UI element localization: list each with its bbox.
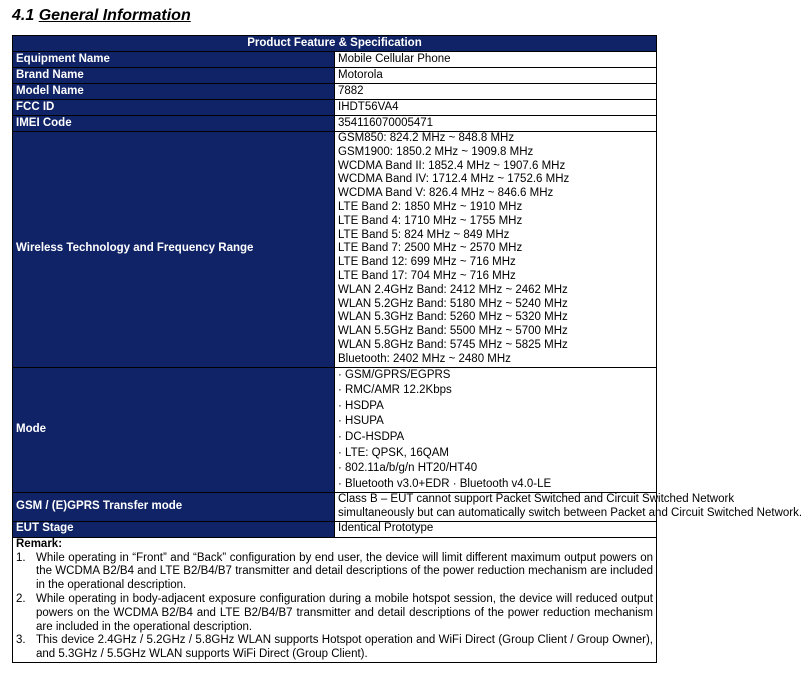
remark-text: This device 2.4GHz / 5.2GHz / 5.8GHz WLAN supports Hotspot operation and WiFi Direct (Group Client / Group Owner), and 5.3GHz / 5.5GHz WLAN supports WiFi Direct (Group Client).: [36, 634, 653, 661]
section-title: General Information: [38, 7, 191, 24]
mode-item: · HSUPA: [338, 415, 384, 428]
gsm-transfer-line: Class B – EUT cannot support Packet Switched and Circuit Switched Network: [338, 493, 735, 506]
frequency-line: LTE Band 2: 1850 MHz ~ 1910 MHz: [338, 200, 523, 213]
remark-item: [16, 593, 653, 634]
remark-number: 1.: [16, 551, 26, 564]
gsm-transfer-value: [335, 493, 802, 522]
frequency-line: WLAN 2.4GHz Band: 2412 MHz ~ 2462 MHz: [338, 283, 568, 296]
row-value-imei-code: 354116070005471: [335, 116, 657, 132]
frequency-line: LTE Band 17: 704 MHz ~ 716 MHz: [338, 269, 516, 282]
frequency-line: LTE Band 12: 699 MHz ~ 716 MHz: [338, 256, 516, 269]
row-value-equipment-name: Mobile Cellular Phone: [335, 52, 657, 68]
frequency-line: WLAN 5.3GHz Band: 5260 MHz ~ 5320 MHz: [338, 311, 568, 324]
gsm-transfer-line: simultaneously but can automatically switch between Packet and Circuit Switched Network.: [338, 507, 802, 520]
table-row: [13, 100, 657, 116]
mode-item: · 802.11a/b/g/n HT20/HT40: [338, 462, 478, 475]
section-number: 4.1: [12, 7, 35, 24]
wireless-frequency-list: [335, 132, 657, 368]
row-value-model-name: 7882: [335, 84, 657, 100]
table-header: Product Feature & Specification: [13, 36, 657, 52]
frequency-line: Bluetooth: 2402 MHz ~ 2480 MHz: [338, 352, 511, 365]
table-row-mode: [13, 367, 657, 493]
mode-item: · GSM/GPRS/EGPRS: [338, 368, 451, 381]
row-value-eut-stage: Identical Prototype: [335, 521, 657, 537]
remark-cell: [13, 537, 657, 662]
table-row: [13, 84, 657, 100]
mode-item: · DC-HSDPA: [338, 430, 405, 443]
row-label-eut-stage: EUT Stage: [13, 521, 335, 537]
mode-list: [335, 367, 657, 493]
section-heading: [12, 7, 191, 25]
row-label-wireless: Wireless Technology and Frequency Range: [13, 132, 335, 368]
row-label-model-name: Model Name: [13, 84, 335, 100]
remark-item: [16, 634, 653, 662]
mode-item: · LTE: QPSK, 16QAM: [338, 446, 449, 459]
table-row-wireless: [13, 132, 657, 368]
frequency-line: WCDMA Band II: 1852.4 MHz ~ 1907.6 MHz: [338, 159, 566, 172]
frequency-line: GSM1900: 1850.2 MHz ~ 1909.8 MHz: [338, 145, 534, 158]
mode-item: · HSDPA: [338, 399, 384, 412]
frequency-line: LTE Band 7: 2500 MHz ~ 2570 MHz: [338, 242, 523, 255]
frequency-line: LTE Band 5: 824 MHz ~ 849 MHz: [338, 228, 510, 241]
mode-item: · Bluetooth v3.0+EDR · Bluetooth v4.0-LE: [338, 477, 552, 490]
table-row: [13, 52, 657, 68]
table-row-gsm-transfer: [13, 493, 657, 522]
remark-number: 2.: [16, 593, 26, 606]
frequency-line: WLAN 5.2GHz Band: 5180 MHz ~ 5240 MHz: [338, 297, 568, 310]
row-label-brand-name: Brand Name: [13, 68, 335, 84]
spec-table: [12, 35, 802, 663]
remark-title: Remark:: [16, 537, 63, 550]
row-label-imei-code: IMEI Code: [13, 116, 335, 132]
row-value-brand-name: Motorola: [335, 68, 657, 84]
frequency-line: WCDMA Band IV: 1712.4 MHz ~ 1752.6 MHz: [338, 173, 570, 186]
row-label-gsm-transfer: GSM / (E)GPRS Transfer mode: [13, 493, 335, 522]
remark-number: 3.: [16, 634, 26, 647]
row-value-fcc-id: IHDT56VA4: [335, 100, 657, 116]
remark-text: While operating in body-adjacent exposure configuration during a mobile hotspot session, the device will reduced output powers on the WCDMA B2/B4 and LTE B2/B4/B7 transmitter and detail descriptions of the power reduction mechanism are included in the operational description.: [36, 593, 653, 633]
row-label-mode: Mode: [13, 367, 335, 493]
table-row: [13, 116, 657, 132]
frequency-line: LTE Band 4: 1710 MHz ~ 1755 MHz: [338, 214, 523, 227]
frequency-line: WLAN 5.5GHz Band: 5500 MHz ~ 5700 MHz: [338, 325, 568, 338]
mode-item: · RMC/AMR 12.2Kbps: [338, 384, 452, 397]
frequency-line: WLAN 5.8GHz Band: 5745 MHz ~ 5825 MHz: [338, 338, 568, 351]
remark-list: [16, 552, 653, 662]
frequency-line: GSM850: 824.2 MHz ~ 848.8 MHz: [338, 132, 515, 144]
table-row-eut-stage: [13, 521, 657, 537]
frequency-line: WCDMA Band V: 826.4 MHz ~ 846.6 MHz: [338, 187, 554, 200]
remark-text: While operating in “Front” and “Back” configuration by end user, the device will limit different maximum output powers on the WCDMA B2/B4 and LTE B2/B4/B7 transmitter and detail descriptions of the power reduction mechanism are included in the operational description.: [36, 551, 653, 592]
table-row: [13, 68, 657, 84]
row-label-equipment-name: Equipment Name: [13, 52, 335, 68]
remark-item: [16, 552, 653, 593]
row-label-fcc-id: FCC ID: [13, 100, 335, 116]
table-row-remark: [13, 537, 657, 662]
